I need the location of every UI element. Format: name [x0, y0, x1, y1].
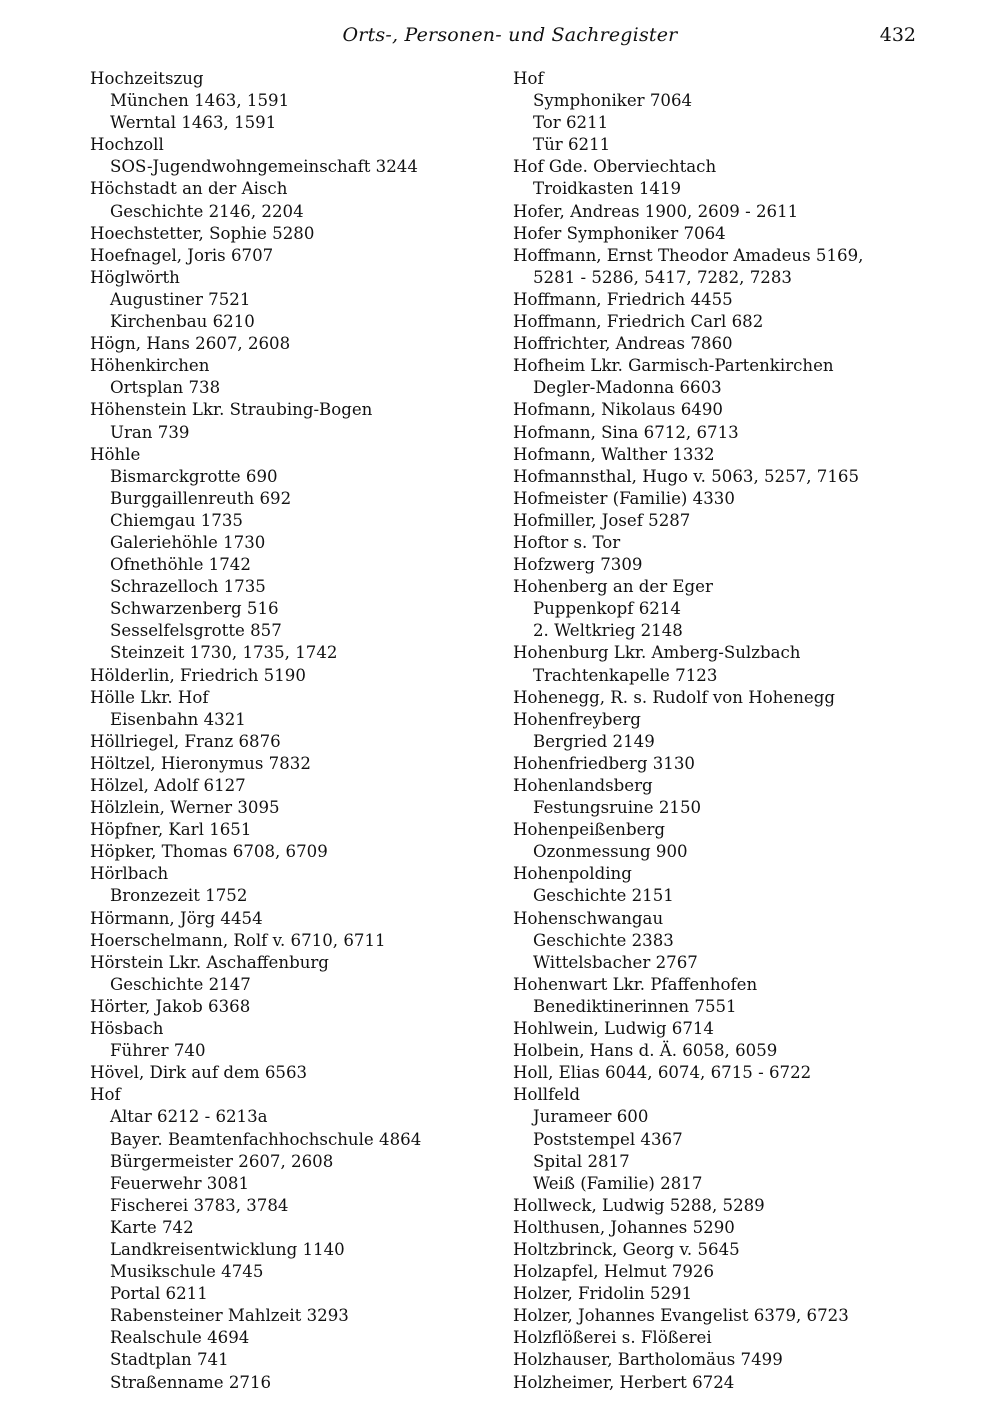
index-entry: Höglwörth	[90, 267, 180, 287]
index-subentry: Schwarzenberg 516	[110, 599, 279, 619]
page-number: 432	[879, 24, 916, 46]
index-entry: Hölderlin, Friedrich 5190	[90, 665, 306, 685]
index-entry: Höhenkirchen	[90, 356, 210, 376]
index-subentry: Portal 6211	[110, 1284, 208, 1304]
index-entry: Hoffrichter, Andreas 7860	[513, 334, 733, 354]
index-subentry: Galeriehöhle 1730	[110, 532, 266, 552]
index-subentry: Trachtenkapelle 7123	[533, 665, 718, 685]
index-subentry: Rabensteiner Mahlzeit 3293	[110, 1306, 349, 1326]
index-subentry: 5281 - 5286, 5417, 7282, 7283	[533, 267, 792, 287]
index-entry: Hofheim Lkr. Garmisch-Partenkirchen	[513, 356, 834, 376]
index-entry: Hohenburg Lkr. Amberg-Sulzbach	[513, 643, 801, 663]
index-entry: Hohenpolding	[513, 864, 632, 884]
index-subentry: Ozonmessung 900	[533, 842, 688, 862]
index-entry: Hohenpeißenberg	[513, 820, 665, 840]
index-entry: Hohenegg, R. s. Rudolf von Hohenegg	[513, 687, 835, 707]
index-subentry: Sesselfelsgrotte 857	[110, 621, 282, 641]
index-subentry: Festungsruine 2150	[533, 798, 702, 818]
index-subentry: Ortsplan 738	[110, 378, 221, 398]
index-entry: Hochzeitszug	[90, 69, 204, 88]
index-subentry: Geschichte 2146, 2204	[110, 201, 304, 221]
index-subentry: Bürgermeister 2607, 2608	[110, 1151, 334, 1171]
index-entry: Hörmann, Jörg 4454	[90, 908, 263, 928]
index-entry: Hof	[513, 69, 544, 88]
index-entry: Hörter, Jakob 6368	[90, 996, 251, 1016]
index-subentry: Symphoniker 7064	[533, 91, 693, 111]
running-header-title: Orts-, Personen- und Sachregister	[342, 24, 678, 46]
index-entry: Hof Gde. Oberviechtach	[513, 157, 717, 177]
index-entry: Höhenstein Lkr. Straubing-Bogen	[90, 400, 373, 420]
index-entry: Hoffmann, Ernst Theodor Amadeus 5169,	[513, 245, 864, 265]
index-subentry: Schrazelloch 1735	[110, 577, 266, 597]
index-subentry: Bayer. Beamtenfachhochschule 4864	[110, 1129, 422, 1149]
index-entry: Hoftor s. Tor	[513, 532, 621, 552]
index-subentry: Bergried 2149	[533, 731, 655, 751]
index-entry: Hohenlandsberg	[513, 776, 653, 795]
index-entry: Hohenwart Lkr. Pfaffenhofen	[513, 974, 758, 994]
index-subentry: Kirchenbau 6210	[110, 312, 255, 332]
index-subentry: Jurameer 600	[533, 1107, 649, 1127]
index-entry: Hohenfreyberg	[513, 709, 641, 729]
index-entry: Holtzbrinck, Georg v. 5645	[513, 1239, 740, 1259]
index-subentry: Benediktinerinnen 7551	[533, 996, 737, 1016]
index-subentry: Puppenkopf 6214	[533, 599, 681, 619]
index-subentry: Ofnethöhle 1742	[110, 555, 251, 575]
index-entry: Hofmann, Sina 6712, 6713	[513, 422, 739, 442]
index-entry: Holzflößerei s. Flößerei	[513, 1328, 712, 1348]
index-entry: Hohenfriedberg 3130	[513, 753, 695, 773]
index-entry: Höpker, Thomas 6708, 6709	[90, 842, 328, 862]
index-entry: Hofmannsthal, Hugo v. 5063, 5257, 7165	[513, 466, 860, 486]
index-entry: Hofmiller, Josef 5287	[513, 510, 691, 530]
index-entry: Holthusen, Johannes 5290	[513, 1217, 735, 1237]
index-subentry: Bronzezeit 1752	[110, 886, 248, 906]
index-subentry: Burggaillenreuth 692	[110, 488, 292, 508]
index-entry: Holzhauser, Bartholomäus 7499	[513, 1350, 783, 1370]
index-entry: Hofmeister (Familie) 4330	[513, 488, 735, 508]
index-entry: Hochzoll	[90, 135, 164, 155]
index-entry: Höltzel, Hieronymus 7832	[90, 753, 311, 773]
index-subentry: Steinzeit 1730, 1735, 1742	[110, 643, 338, 663]
index-entry: Hösbach	[90, 1019, 164, 1039]
index-subentry: Eisenbahn 4321	[110, 709, 246, 729]
index-subentry: Chiemgau 1735	[110, 510, 243, 530]
index-entry: Hörlbach	[90, 864, 169, 884]
index-subentry: Werntal 1463, 1591	[110, 113, 277, 133]
index-entry: Hohenschwangau	[513, 908, 664, 928]
index-subentry: Tor 6211	[533, 113, 609, 133]
index-entry: Hoffmann, Friedrich 4455	[513, 289, 733, 309]
index-entry: Höhle	[90, 444, 141, 464]
index-column-left	[90, 68, 495, 1394]
index-entry: Holzer, Fridolin 5291	[513, 1284, 693, 1304]
index-subentry: 2. Weltkrieg 2148	[533, 621, 683, 641]
index-subentry: Geschichte 2151	[533, 886, 674, 906]
index-entry: Högn, Hans 2607, 2608	[90, 334, 291, 354]
index-entry: Hörstein Lkr. Aschaffenburg	[90, 952, 329, 972]
index-subentry: Weiß (Familie) 2817	[533, 1173, 703, 1193]
index-subentry: Führer 740	[110, 1041, 206, 1061]
index-subentry: Feuerwehr 3081	[110, 1173, 250, 1193]
index-subentry: Uran 739	[110, 422, 190, 442]
index-subentry: Degler-Madonna 6603	[533, 378, 722, 398]
index-entry: Holbein, Hans d. Ä. 6058, 6059	[513, 1041, 778, 1061]
index-entry: Höchstadt an der Aisch	[90, 179, 288, 199]
index-entry: Hofmann, Walther 1332	[513, 444, 715, 464]
index-entry: Holzapfel, Helmut 7926	[513, 1262, 715, 1282]
index-subentry: Fischerei 3783, 3784	[110, 1195, 289, 1215]
index-subentry: Augustiner 7521	[110, 289, 251, 309]
index-subentry: Straßenname 2716	[110, 1372, 272, 1392]
index-entry: Hohlwein, Ludwig 6714	[513, 1019, 714, 1039]
index-entry: Holzheimer, Herbert 6724	[513, 1372, 735, 1392]
index-entry: Hövel, Dirk auf dem 6563	[90, 1063, 308, 1083]
index-entry: Hölzel, Adolf 6127	[90, 776, 246, 795]
index-entry: Hofer Symphoniker 7064	[513, 223, 726, 243]
index-entry: Hohenberg an der Eger	[513, 577, 713, 597]
index-entry: Hoffmann, Friedrich Carl 682	[513, 312, 764, 332]
index-entry: Hölle Lkr. Hof	[90, 687, 209, 707]
index-entry: Hof	[90, 1085, 121, 1105]
index-subentry: Musikschule 4745	[110, 1262, 264, 1282]
index-subentry: Spital 2817	[533, 1151, 630, 1171]
index-subentry: Geschichte 2147	[110, 974, 251, 994]
index-entry: Hoechstetter, Sophie 5280	[90, 223, 315, 243]
index-subentry: Altar 6212 - 6213a	[110, 1107, 268, 1127]
index-entry: Höpfner, Karl 1651	[90, 820, 252, 840]
index-entry: Hoerschelmann, Rolf v. 6710, 6711	[90, 930, 386, 950]
index-subentry: SOS-Jugendwohngemeinschaft 3244	[110, 157, 418, 177]
index-entry: Hollfeld	[513, 1085, 580, 1105]
index-entry: Hofer, Andreas 1900, 2609 - 2611	[513, 201, 799, 221]
index-subentry: München 1463, 1591	[110, 91, 290, 111]
index-entry: Hofmann, Nikolaus 6490	[513, 400, 723, 420]
index-subentry: Poststempel 4367	[533, 1129, 683, 1149]
index-subentry: Bismarckgrotte 690	[110, 466, 278, 486]
index-subentry: Tür 6211	[533, 135, 611, 155]
index-subentry: Troidkasten 1419	[533, 179, 682, 199]
index-entry: Holl, Elias 6044, 6074, 6715 - 6722	[513, 1063, 812, 1083]
index-subentry: Landkreisentwicklung 1140	[110, 1239, 345, 1259]
index-subentry: Wittelsbacher 2767	[533, 952, 698, 972]
index-subentry: Karte 742	[110, 1217, 194, 1237]
index-subentry: Realschule 4694	[110, 1328, 250, 1348]
index-subentry: Geschichte 2383	[533, 930, 674, 950]
index-entry: Holzer, Johannes Evangelist 6379, 6723	[513, 1306, 849, 1326]
index-column-right	[513, 68, 943, 1394]
index-entry: Hollweck, Ludwig 5288, 5289	[513, 1195, 765, 1215]
index-entry: Höllriegel, Franz 6876	[90, 731, 281, 751]
index-entry: Hofzwerg 7309	[513, 555, 643, 575]
index-entry: Hölzlein, Werner 3095	[90, 798, 280, 818]
index-entry: Hoefnagel, Joris 6707	[90, 245, 274, 265]
index-subentry: Stadtplan 741	[110, 1350, 229, 1370]
